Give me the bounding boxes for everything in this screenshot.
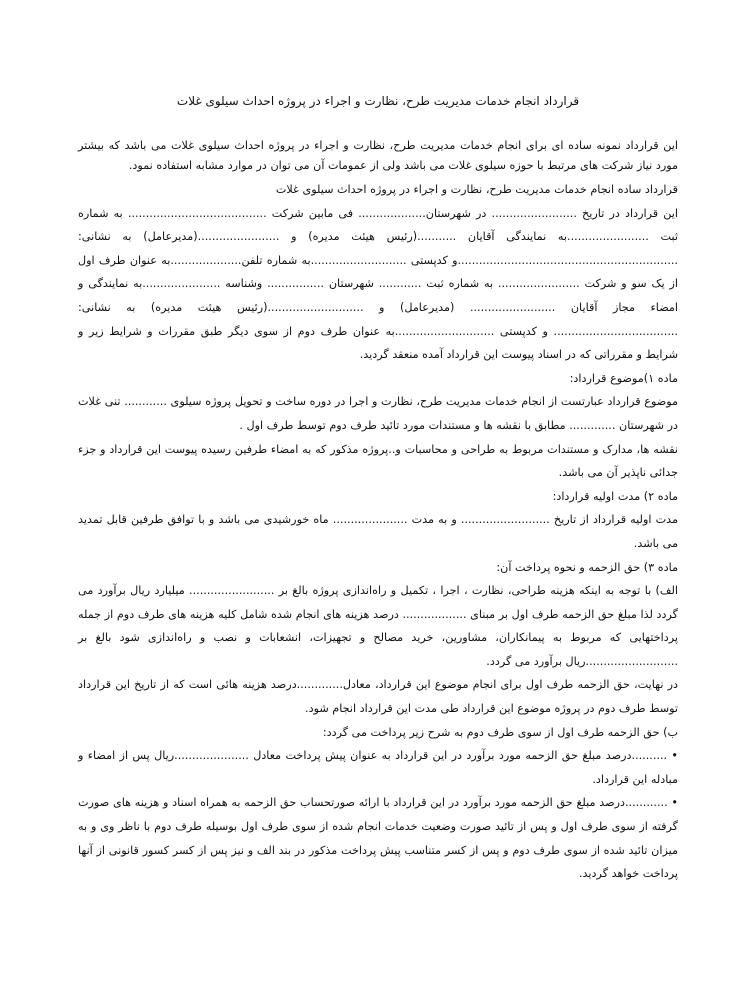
article-2-heading: ماده ۲) مدت اولیه قرارداد: — [552, 489, 678, 503]
article-3-clause-a: الف) با توجه به اینکه هزینه طراحی، نظارت ، اجرا ، تکمیل و راه‌اندازی پروژه بالغ بر ........................ میلیارد ریال برآورد می گردد لذا مبلغ حق الزحمه طرف اول بر مبنای .................. درصد هزینه های انجام شده شامل کلیه هزینه های طرف دوم از جمله پرداختهایی که مربوط به پیمانکاران، مشاورین، خرید مصالح و تجهیزات، انشعابات و نصب و راه‌اندازی شود بالغ بر ..........................ریال برآورد می گردد. — [78, 584, 678, 668]
payment-bullet-1: • ..........درصد مبلغ حق الزحمه مورد برآورد در این قرارداد به عنوان پیش پرداخت معادل .....................ریال پس از امضاء و مبادله این قرارداد. — [78, 749, 678, 786]
intro-paragraph: این قرارداد نمونه ساده ای برای انجام خدمات مدیریت طرح، نظارت و اجراء در پروژه احداث سیلوی غلات می باشد که بیشتر مورد نیاز شرکت های مرتبط با حوزه سیلوی غلات می باشد ولی از عمومات آن می توان در موارد مشابه استفاده نمود. — [78, 139, 678, 172]
document-body — [78, 136, 678, 886]
contract-heading: قرارداد ساده انجام خدمات مدیریت طرح، نظارت و اجراء در پروژه احداث سیلوی غلات — [275, 183, 678, 196]
article-1-heading: ماده ۱)موضوع قرارداد: — [569, 371, 678, 385]
article-3-heading: ماده ۳) حق الزحمه و نحوه پرداخت آن: — [496, 560, 678, 574]
parties-paragraph: این قرارداد در تاریخ ........................ در شهرستان................... فی مابین شرکت ....................................... به شماره ثبت .......................به نمایندگی آقایان ...........(رئیس هیئت مدیره) و .......................(مدیرعامل) به نشانی: ..............................................................و کدپستی ...........................به شماره تلفن....................به عنوان طرف اول از یک سو و شرکت ....................... به شماره ثبت ............ شهرستان ................ وشناسه ......................به نمایندگی و امضاء مجاز آقایان ........................ (مدیرعامل) و ...........................(رئیس هیئت مدیره) به نشانی: ................................... و کدپستی ............................به عنوان طرف دوم از سوی دیگر طبق مقررات و شرایط زیر و شرایط و مقرراتی که در اسناد پیوست این قرارداد آمده منعقد گردید. — [78, 206, 678, 362]
article-1-documents: نقشه ها، مدارک و مستندات مربوط به طراحی و محاسبات و..پروژه مذکور که به امضاء طرفین رسیده پیوست این قرارداد و جزء جدائی ناپذیر آن می باشد. — [78, 442, 678, 480]
payment-bullet-2: • ............درصد مبلغ حق الزحمه مورد برآورد در این قرارداد با ارائه صورتحساب حق الزحمه به همراه اسناد و هزینه های صورت گرفته از سوی طرف اول و پس از تائید صورت وضعیت خدمات انجام شده از سوی طرف اول بوسیله طرف دوم با ناظر وی و به میزان تائید شده از سوی طرف دوم و پس از کسر متناسب پیش پرداخت مذکور در بند الف و نیز پس از کسر کسور قانونی از آنها پرداخت خواهد گردید. — [78, 796, 678, 881]
article-1-subject: موضوع قرارداد عبارتست از انجام خدمات مدیریت طرح، نظارت و اجرا در دوره ساخت و تحویل پروژه سیلوی ............ تنی غلات در شهرستان ............. مطابق با نقشه ها و مستندات مورد تائید طرف دوم توسط طرف اول . — [78, 395, 678, 432]
document-title: قرارداد انجام خدمات مدیریت طرح، نظارت و اجراء در پروژه احداث سیلوی غلات — [176, 94, 580, 108]
article-2-duration: مدت اولیه قرارداد از تاریخ ......................... و به مدت ..................... ماه خورشیدی می باشد و با توافق طرفین قابل تمدید می باشد. — [78, 513, 678, 550]
article-3-clause-b: ب) حق الزحمه طرف اول از سوی طرف دوم به شرح زیر پرداخت می گردد: — [322, 725, 678, 739]
article-3-final-fee: در نهایت، حق الزحمه طرف اول برای انجام موضوع این قرارداد، معادل.............درصد هزینه هائی است که از تاریخ این قرارداد توسط طرف دوم در پروژه موضوع این قرارداد طی مدت این قرارداد انجام شود. — [78, 678, 678, 716]
